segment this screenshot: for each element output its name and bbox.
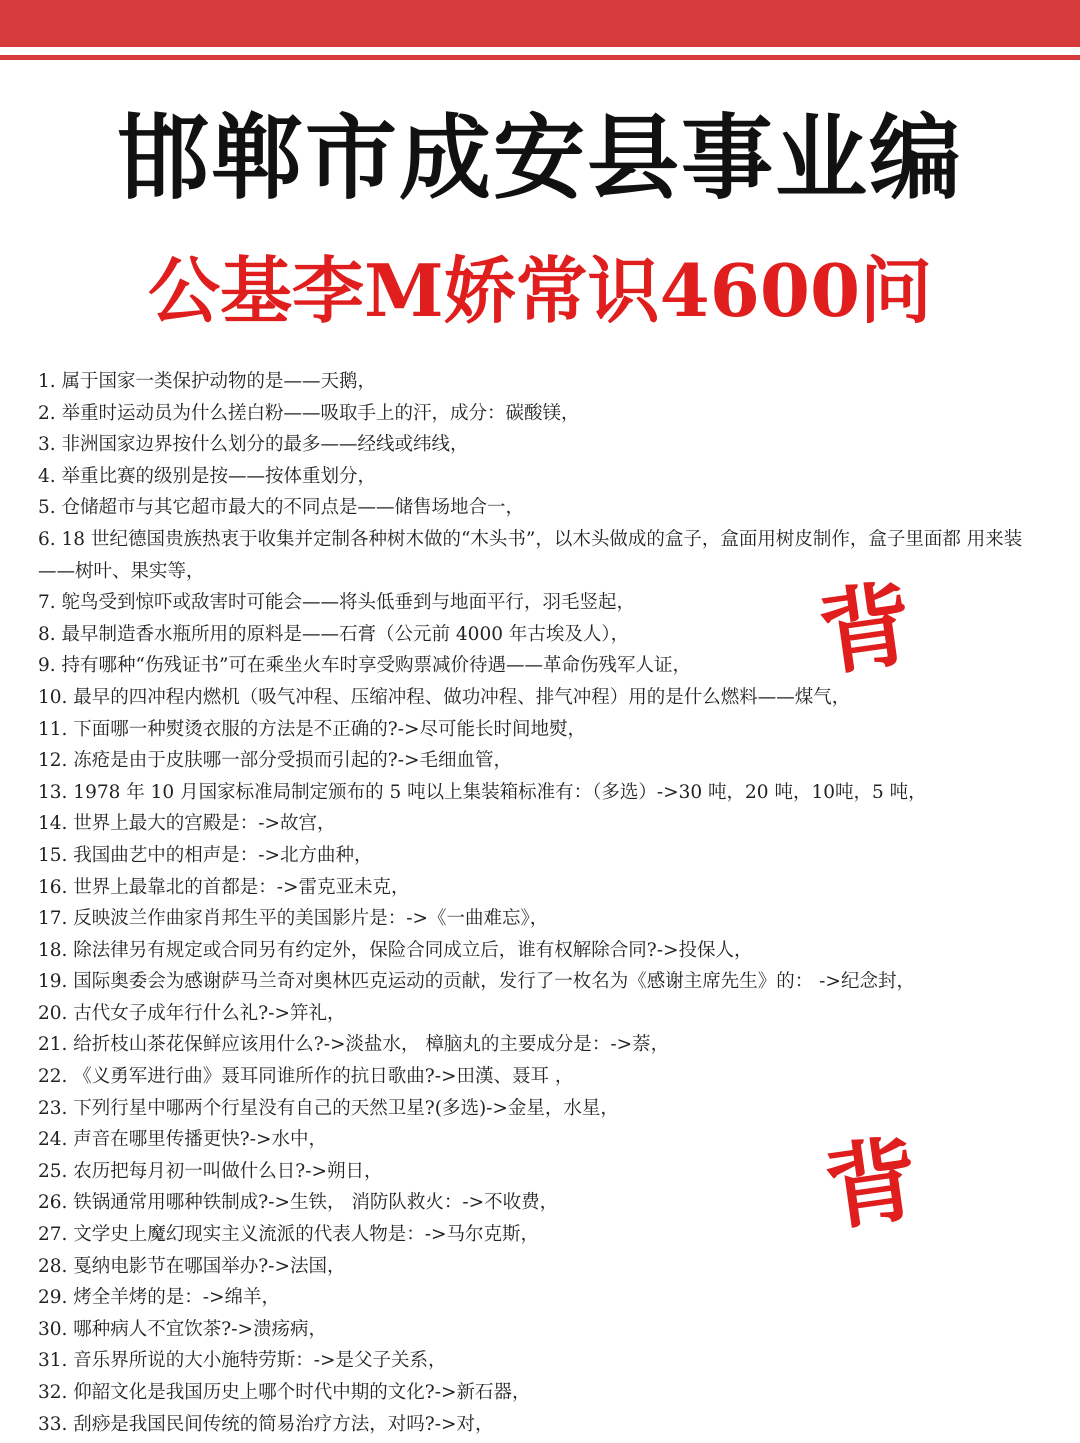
list-item: 4. 举重比赛的级别是按——按体重划分， [38,465,377,487]
list-item: 27. 文学史上魔幻现实主义流派的代表人物是：->马尔克斯， [38,1224,540,1246]
list-item: 29. 烤全羊烤的是：->绵羊， [38,1287,281,1309]
list-item: 22. 《义勇军进行曲》聂耳同谁所作的抗日歌曲?->田漢、聂耳 ， [38,1066,574,1088]
list-item: 7. 鸵鸟受到惊吓或敌害时可能会——将头低垂到与地面平行，羽毛竖起， [38,592,636,614]
list-item: 10. 最早的四冲程内燃机（吸气冲程、压缩冲程、做功冲程、排气冲程）用的是什么燃料——煤气， [38,686,851,708]
list-item: 24. 声音在哪里传播更快?->水中， [38,1129,327,1151]
list-item: 11. 下面哪一种熨烫衣服的方法是不正确的?->尽可能长时间地熨， [38,718,586,740]
list-item: 1. 属于国家一类保护动物的是——天鹅， [38,371,377,392]
list-item: 19. 国际奥委会为感谢萨马兰奇对奥林匹克运动的贡献，发行了一枚名为《感谢主席先生》的： ->纪念封， [38,971,915,993]
list-item: 18. 除法律另有规定或合同另有约定外，保险合同成立后，谁有权解除合同?->投保人， [38,939,753,961]
list-item: 28. 戛纳电影节在哪国举办?->法国， [38,1255,346,1277]
page-title: 邯郸市成安县事业编 [116,105,963,212]
list-item: 16. 世界上最靠北的首都是：->雷克亚未克， [38,876,410,898]
list-item: 23. 下列行星中哪两个行星没有自己的天然卫星?(多选)->金星，水星， [38,1097,619,1119]
top-red-band [0,0,1080,47]
memorize-stamp: 背 [818,1125,925,1244]
list-item: 12. 冻疮是由于皮肤哪一部分受损而引起的?->毛细血管， [38,750,512,772]
list-item: 5. 仓储超市与其它超市最大的不同点是——储售场地合一， [38,497,525,519]
list-item: 6. 18 世纪德国贵族热衷于收集并定制各种树木做的“木头书”，以木头做成的盒子，盒面用树皮制作，盒子里面都 用来装——树叶、果实等， [38,528,1023,582]
question-list [38,366,1058,1440]
list-item: 17. 反映波兰作曲家肖邦生平的美国影片是：->《一曲难忘》， [38,908,549,930]
list-item: 33. 刮痧是我国民间传统的简易治疗方法，对吗?->对， [38,1413,494,1435]
list-item: 2. 举重时运动员为什么搓白粉——吸取手上的汗，成分：碳酸镁， [38,402,580,424]
list-item: 31. 音乐界所说的大小施特劳斯：->是父子关系， [38,1350,447,1372]
list-item: 9. 持有哪种“伤残证书”可在乘坐火车时享受购票减价待遇——革命伤残军人证， [38,655,691,677]
list-item: 32. 仰韶文化是我国历史上哪个时代中期的文化?->新石器， [38,1382,531,1403]
list-item: 13. 1978 年 10 月国家标准局制定颁布的 5 吨以上集装箱标准有：（多选）->30 吨，20 吨，10吨，5 吨， [38,781,927,803]
list-item: 14. 世界上最大的宫殿是：->故宫， [38,813,336,835]
top-red-line [0,55,1080,60]
list-item: 30. 哪种病人不宜饮茶?->溃疡病， [38,1318,327,1340]
page-subtitle: 公基李M娇常识4600问 [147,248,933,333]
list-item: 25. 农历把每月初一叫做什么日?->朔日， [38,1160,383,1182]
list-item: 15. 我国曲艺中的相声是：->北方曲种， [38,844,373,866]
list-item: 8. 最早制造香水瓶所用的原料是——石膏（公元前 4000 年古埃及人）， [38,623,630,645]
list-item: 20. 古代女子成年行什么礼?->笄礼， [38,1002,346,1024]
list-item: 3. 非洲国家边界按什么划分的最多——经线或纬线， [38,434,469,456]
memorize-stamp: 背 [812,570,919,689]
list-item: 21. 给折枝山茶花保鲜应该用什么?->淡盐水， 樟脑丸的主要成分是：->萘， [38,1034,670,1056]
list-item: 26. 铁锅通常用哪种铁制成?->生铁， 消防队救火：->不收费， [38,1192,559,1214]
